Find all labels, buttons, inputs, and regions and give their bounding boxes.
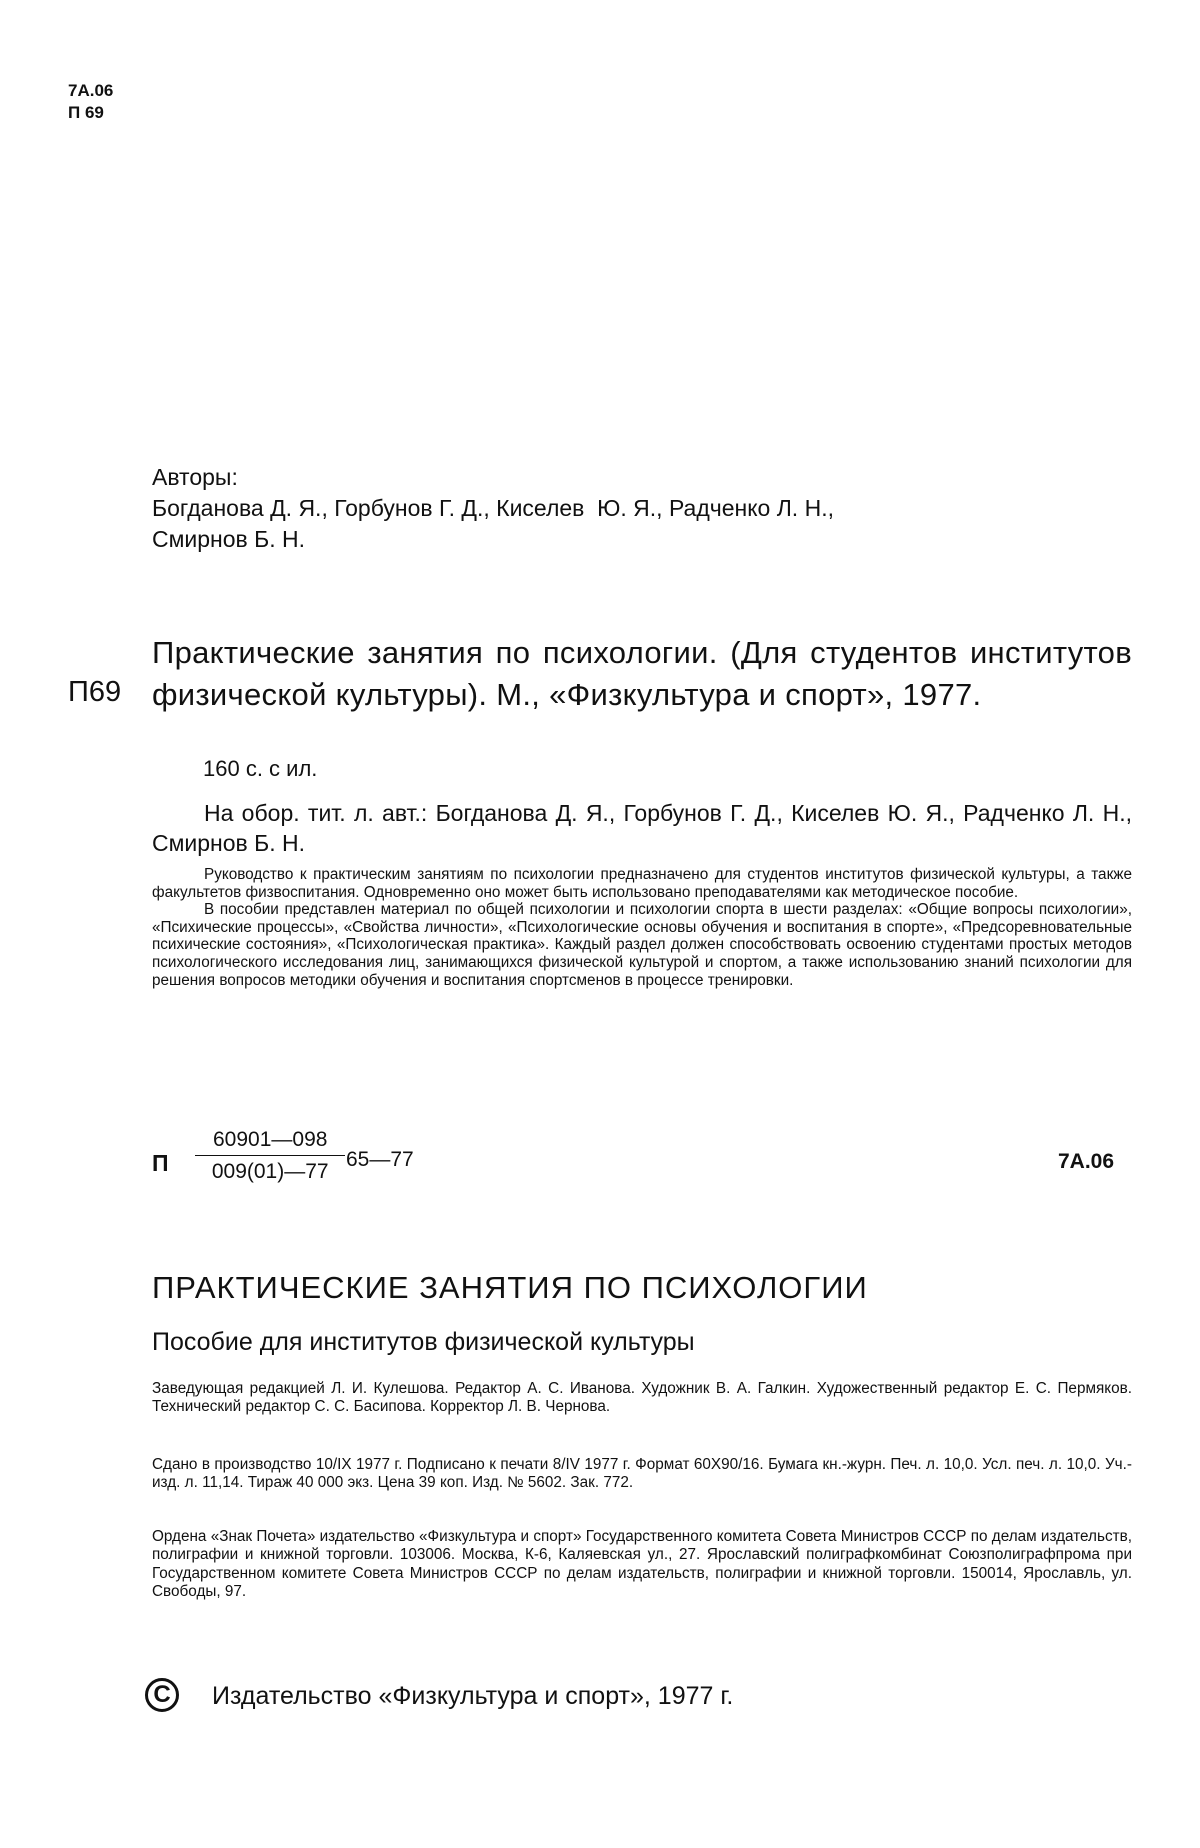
udc-code-right: 7А.06: [1058, 1150, 1115, 1173]
authors-line-2: Смирнов Б. Н.: [152, 526, 306, 552]
annotation-paragraph-1: Руководство к практическим занятиям по психологии предназначено для студентов институтов физической культуры, а также факультетов физвоспитания. Одновременно оно может быть использовано преподавателями как методическое пособие.: [152, 866, 1132, 901]
title-verso-authors: На обор. тит. л. авт.: Богданова Д. Я., Горбунов Г. Д., Киселев Ю. Я., Радченко Л. Н., Смирнов Б. Н.: [152, 800, 1132, 856]
catalog-main-entry: Практические занятия по психологии. (Для студентов институтов физической культуры). М., «Физкультура и спорт», 1977.: [152, 635, 1132, 712]
copyright-icon: С: [145, 1678, 179, 1712]
udc-code: 7А.06: [68, 81, 114, 100]
bibliographic-suffix: 65—77: [346, 1148, 414, 1171]
annotation-paragraph-2: В пособии представлен материал по общей психологии и психологии спорта в шести разделах: «Общие вопросы психологии», «Психические процессы», «Свойства личности», «Психологические основы обучения и воспитания в спорте», «Предсоревновательные психические состояния», «Психологическая практика». Каждый раздел должен способствовать освоению студентами простых методов психологического исследования лиц, занимающихся физической культурой и спортом, а также использованию знаний психологии для решения вопросов методики обучения и воспитания спортсменов в процессе тренировки.: [152, 901, 1132, 989]
production-details: Сдано в производство 10/IX 1977 г. Подписано к печати 8/IV 1977 г. Формат 60Х90/16. Бумага кн.-журн. Печ. л. 10,0. Усл. печ. л. 10,0. Уч.-изд. л. 11,14. Тираж 40 000 экз. Цена 39 коп. Изд. № 5602. Зак. 772.: [152, 1456, 1132, 1492]
page-count: 160 с. с ил.: [203, 756, 318, 781]
annotation: [152, 866, 1132, 989]
copyright-notice: Издательство «Физкультура и спорт», 1977 г.: [212, 1682, 734, 1710]
catalog-index: П69: [68, 676, 122, 708]
bibliographic-letter: П: [152, 1150, 169, 1176]
authors-heading: Авторы:: [152, 464, 238, 490]
authors-list: [152, 493, 1132, 555]
udc-classification: [68, 80, 113, 124]
book-subtitle: Пособие для институтов физической культуры: [152, 1328, 695, 1356]
authors-line-1: Богданова Д. Я., Горбунов Г. Д., Киселев Ю. Я., Радченко Л. Н.,: [152, 495, 834, 521]
fraction-numerator: 60901—098: [195, 1128, 345, 1156]
author-mark: П 69: [68, 103, 104, 122]
editorial-credits: Заведующая редакцией Л. И. Кулешова. Редактор А. С. Иванова. Художник В. А. Галкин. Художественный редактор Е. С. Пермяков. Технический редактор С. С. Басипова. Корректор Л. В. Чернова.: [152, 1380, 1132, 1416]
publisher-details: Ордена «Знак Почета» издательство «Физкультура и спорт» Государственного комитета Совета Министров СССР по делам издательств, полиграфии и книжной торговли. 103006. Москва, К-6, Каляевская ул., 27. Ярославский полиграфкомбинат Союзполиграфпрома при Государственном комитете Совета Министров СССР по делам издательств, полиграфии и книжной торговли. 150014, Ярославль, ул. Свободы, 97.: [152, 1528, 1132, 1601]
fraction-denominator: 009(01)—77: [211, 1160, 329, 1183]
authors-block: [152, 462, 1132, 555]
book-title: ПРАКТИЧЕСКИЕ ЗАНЯТИЯ ПО ПСИХОЛОГИИ: [152, 1270, 868, 1305]
bibliographic-fraction: [195, 1128, 345, 1184]
